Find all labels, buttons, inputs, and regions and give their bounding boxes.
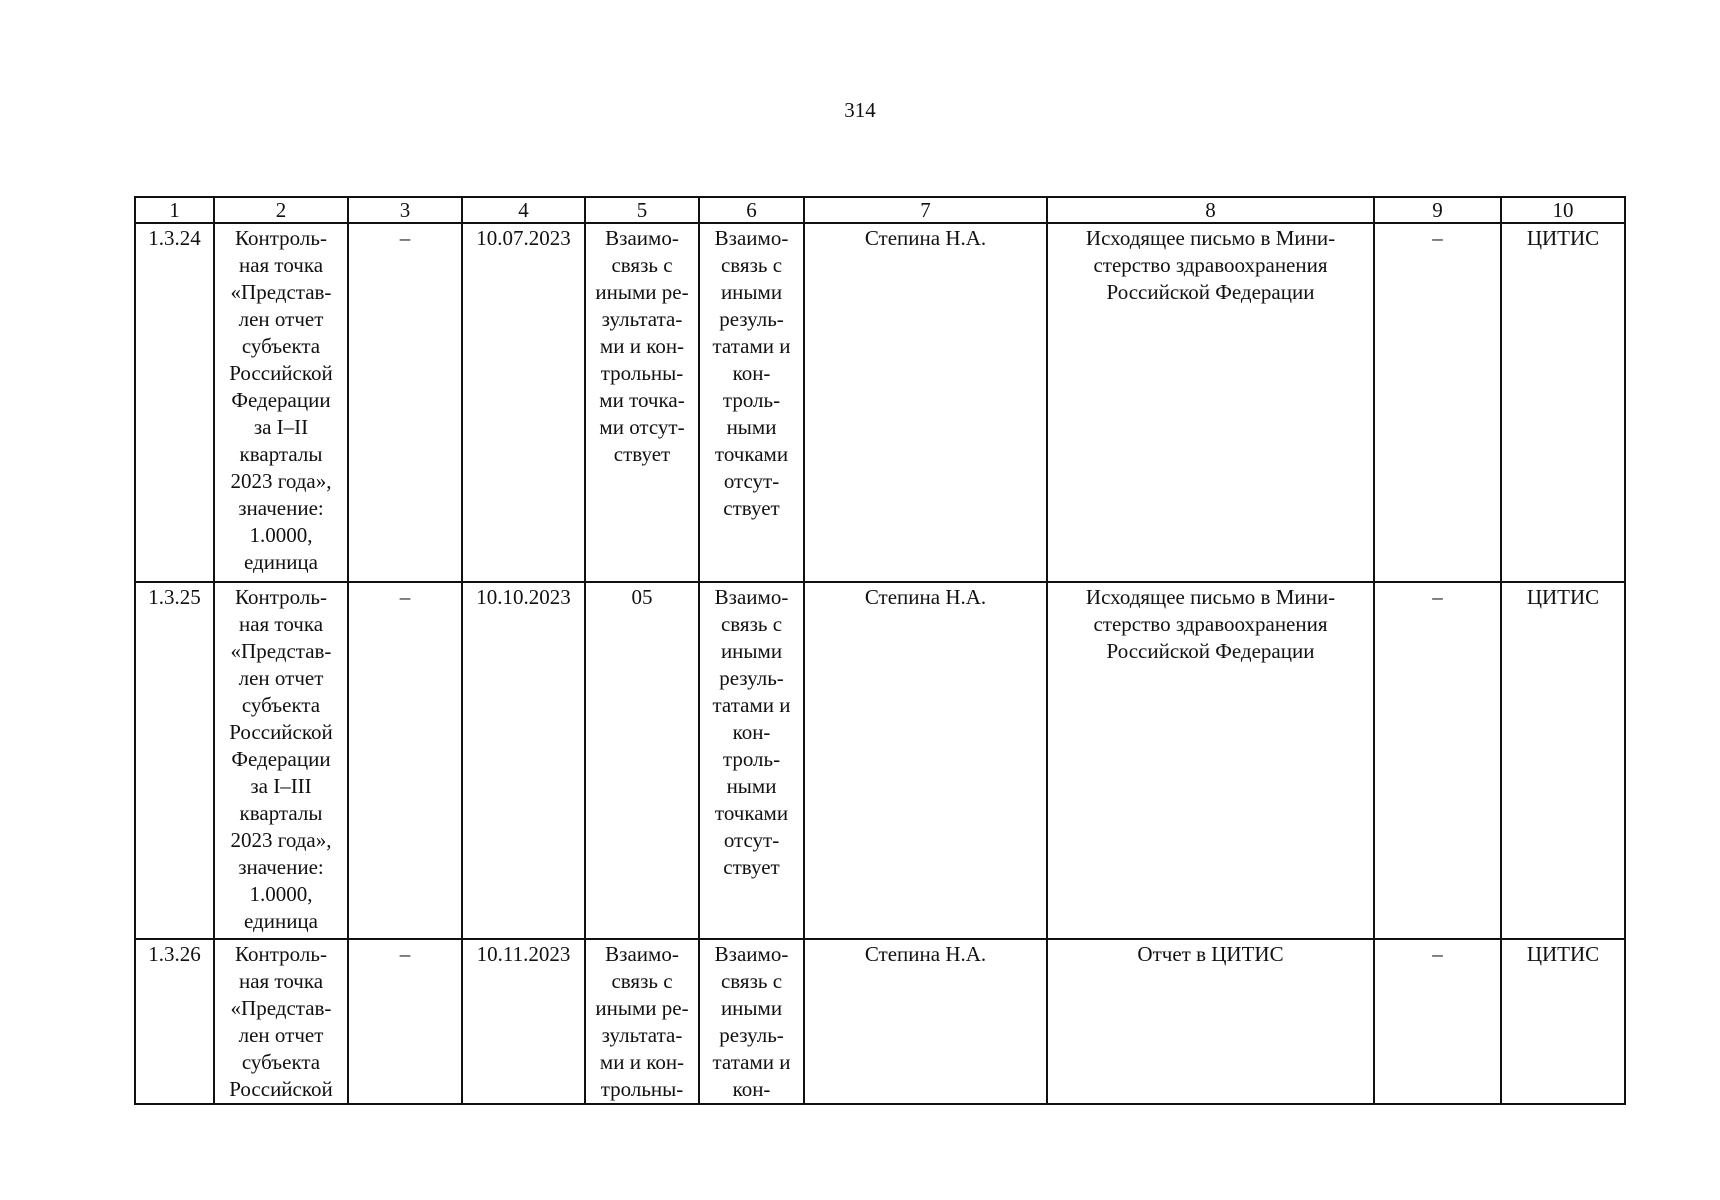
cell-information-system: ЦИТИС (1501, 939, 1625, 1104)
cell-control-point-name-line: Контроль- (235, 942, 327, 966)
cell-col6-line: иными (720, 996, 783, 1020)
cell-col6-line: троль- (722, 747, 781, 771)
cell-date: 10.07.2023 (462, 223, 585, 582)
column-header: 1 (135, 197, 214, 223)
cell-col6-line: отсут- (723, 469, 780, 493)
cell-col9: – (1374, 223, 1501, 582)
column-header: 9 (1374, 197, 1501, 223)
cell-col5-line: Взаимо- (605, 226, 679, 250)
cell-col5-line: 05 (631, 585, 653, 609)
cell-control-point-name-line: «Представ- (230, 996, 332, 1020)
cell-col9: – (1374, 582, 1501, 939)
cell-document-type-line: Российской Федерации (1106, 280, 1315, 304)
cell-col6-line: точками (714, 442, 789, 466)
cell-control-point-name (214, 223, 348, 582)
cell-document-type-line: Российской Федерации (1106, 639, 1315, 663)
header-row (135, 197, 1625, 223)
cell-col5-line: трольны- (600, 361, 684, 385)
cell-col6-line: кон- (732, 1077, 771, 1101)
cell-control-point-name-line: кварталы (239, 801, 323, 825)
table-row (135, 582, 1625, 939)
cell-col5-line: Взаимо- (605, 942, 679, 966)
cell-col5-line: зультата- (601, 1023, 683, 1047)
cell-col5-line: иными ре- (595, 280, 689, 304)
cell-control-point-name-line: значение: (238, 496, 324, 520)
cell-col6-line: связь с (720, 253, 783, 277)
cell-col6-line: резуль- (719, 307, 784, 331)
cell-date: 10.10.2023 (462, 582, 585, 939)
cell-control-point-name-line: «Представ- (230, 639, 332, 663)
cell-control-point-name-line: «Представ- (230, 280, 332, 304)
cell-col5-line: иными ре- (595, 996, 689, 1020)
cell-control-point-name-line: 2023 года», (230, 828, 332, 852)
cell-document-type-line: Исходящее письмо в Мини- (1085, 585, 1336, 609)
table-row (135, 223, 1625, 582)
cell-col6-line: ными (726, 415, 777, 439)
cell-document-type-line: стерство здравоохранения (1093, 612, 1328, 636)
cell-col5-line: связь с (611, 253, 673, 277)
cell-control-point-name-line: за I–III (250, 774, 312, 798)
cell-control-point-name-line: лен отчет (238, 1023, 324, 1047)
cell-control-point-name-line: Контроль- (235, 226, 327, 250)
cell-col6-line: резуль- (719, 1023, 784, 1047)
cell-col6-line: иными (720, 639, 783, 663)
cell-control-point-name-line: кварталы (239, 442, 323, 466)
cell-item-number: 1.3.24 (135, 223, 214, 582)
cell-control-point-name-line: единица (243, 550, 318, 574)
cell-document-type-line: Отчет в ЦИТИС (1137, 942, 1284, 966)
column-header: 2 (214, 197, 348, 223)
cell-document-type (1047, 939, 1374, 1104)
cell-col5-line: трольны- (600, 1077, 684, 1101)
cell-control-point-name-line: субъекта (241, 693, 321, 717)
cell-control-point-name-line: 2023 года», (230, 469, 332, 493)
cell-col5 (585, 582, 699, 939)
cell-document-type-line: Исходящее письмо в Мини- (1085, 226, 1336, 250)
column-header: 7 (804, 197, 1047, 223)
cell-control-point-name-line: субъекта (241, 1050, 321, 1074)
cell-col5-line: ствует (613, 442, 671, 466)
column-header: 5 (585, 197, 699, 223)
column-header: 10 (1501, 197, 1625, 223)
cell-control-point-name-line: 1.0000, (249, 882, 313, 906)
cell-col6-line: резуль- (719, 666, 784, 690)
cell-responsible: Степина Н.А. (804, 582, 1047, 939)
cell-control-point-name-line: лен отчет (238, 666, 324, 690)
cell-col5-line: зультата- (601, 307, 683, 331)
cell-control-point-name-line: ная точка (238, 253, 324, 277)
cell-col9: – (1374, 939, 1501, 1104)
cell-col6-line: точками (714, 801, 789, 825)
cell-control-point-name-line: 1.0000, (249, 523, 313, 547)
cell-control-point-name-line: Российской (229, 1077, 333, 1101)
cell-control-point-name-line: Федерации (231, 747, 331, 771)
cell-document-type (1047, 582, 1374, 939)
cell-control-point-name (214, 582, 348, 939)
cell-col6 (699, 582, 804, 939)
cell-control-point-name-line: значение: (238, 855, 324, 879)
cell-col6-line: кон- (732, 361, 771, 385)
cell-control-point-name-line: за I–II (253, 415, 309, 439)
cell-col6-line: Взаимо- (714, 942, 789, 966)
cell-control-point-name-line: единица (243, 909, 318, 933)
cell-col6-line: ствует (723, 496, 780, 520)
cell-col6-line: отсут- (723, 828, 780, 852)
cell-responsible: Степина Н.А. (804, 939, 1047, 1104)
cell-col6-line: Взаимо- (714, 585, 789, 609)
cell-col6-line: троль- (722, 388, 781, 412)
column-header: 6 (699, 197, 804, 223)
column-header: 3 (348, 197, 462, 223)
cell-control-point-name-line: Контроль- (235, 585, 327, 609)
cell-control-point-name-line: ная точка (238, 612, 324, 636)
cell-col5-line: ми и кон- (599, 334, 685, 358)
cell-col6 (699, 223, 804, 582)
cell-control-point-name-line: Российской (229, 361, 333, 385)
cell-col3: – (348, 223, 462, 582)
cell-col6-line: татами и (712, 334, 791, 358)
cell-col6-line: связь с (720, 969, 783, 993)
cell-information-system: ЦИТИС (1501, 223, 1625, 582)
cell-col6-line: связь с (720, 612, 783, 636)
cell-col6-line: кон- (732, 720, 771, 744)
cell-document-type (1047, 223, 1374, 582)
cell-control-point-name-line: субъекта (241, 334, 321, 358)
table-row (135, 939, 1625, 1104)
cell-col5-line: ми точка- (599, 388, 685, 412)
cell-col6-line: татами и (712, 1050, 791, 1074)
column-header: 8 (1047, 197, 1374, 223)
cell-col3: – (348, 582, 462, 939)
column-header: 4 (462, 197, 585, 223)
plan-table (134, 196, 1626, 1105)
cell-col5-line: ми отсут- (599, 415, 685, 439)
cell-item-number: 1.3.25 (135, 582, 214, 939)
cell-col6-line: Взаимо- (714, 226, 789, 250)
cell-item-number: 1.3.26 (135, 939, 214, 1104)
cell-col6 (699, 939, 804, 1104)
cell-col5-line: ми и кон- (599, 1050, 685, 1074)
cell-col5 (585, 223, 699, 582)
cell-control-point-name-line: Федерации (231, 388, 331, 412)
cell-control-point-name (214, 939, 348, 1104)
cell-col6-line: ными (726, 774, 777, 798)
cell-col3: – (348, 939, 462, 1104)
cell-control-point-name-line: Российской (229, 720, 333, 744)
page-number: 314 (844, 98, 876, 122)
cell-document-type-line: стерство здравоохранения (1093, 253, 1328, 277)
cell-control-point-name-line: ная точка (238, 969, 324, 993)
cell-col6-line: иными (720, 280, 783, 304)
cell-col6-line: ствует (723, 855, 780, 879)
cell-information-system: ЦИТИС (1501, 582, 1625, 939)
cell-date: 10.11.2023 (462, 939, 585, 1104)
cell-control-point-name-line: лен отчет (238, 307, 324, 331)
cell-col5-line: связь с (611, 969, 673, 993)
cell-col6-line: татами и (712, 693, 791, 717)
cell-responsible: Степина Н.А. (804, 223, 1047, 582)
cell-col5 (585, 939, 699, 1104)
